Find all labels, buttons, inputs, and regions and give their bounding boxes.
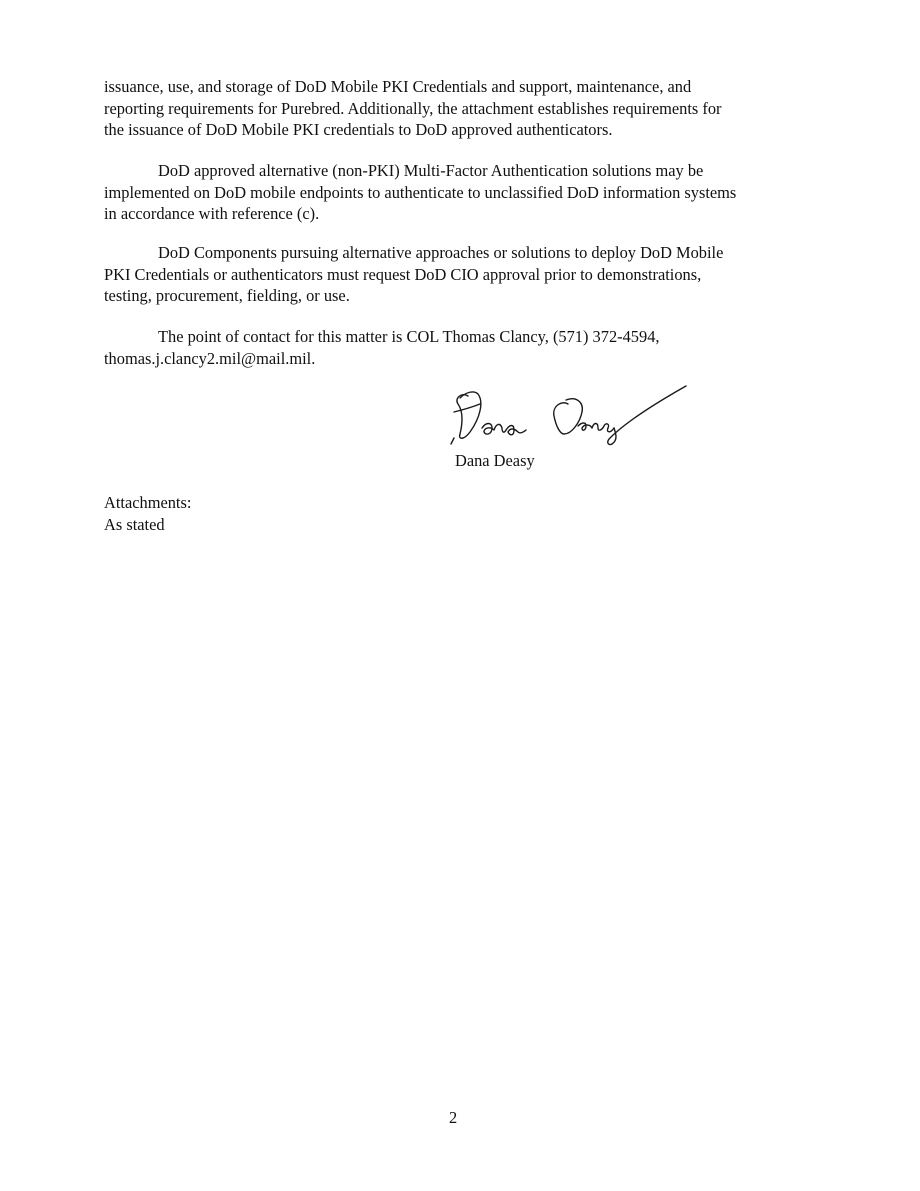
signer-name: Dana Deasy (455, 451, 535, 470)
paragraph-components (104, 242, 804, 307)
text-line: PKI Credentials or authenticators must request DoD CIO approval prior to demonstrations, (104, 264, 702, 284)
paragraph-issuance (104, 76, 804, 141)
text-line: testing, procurement, fielding, or use. (104, 286, 350, 305)
handwritten-signature (440, 382, 700, 454)
text-line: the issuance of DoD Mobile PKI credentials to DoD approved authenticators. (104, 120, 613, 139)
text-line: implemented on DoD mobile endpoints to authenticate to unclassified DoD information systems (104, 182, 737, 202)
attachments-block (104, 492, 191, 536)
attachments-heading: Attachments: (104, 493, 192, 512)
text-line: DoD approved alternative (non-PKI) Multi-Factor Authentication solutions may be (158, 161, 704, 180)
paragraph-point-of-contact (104, 326, 804, 369)
text-line: DoD Components pursuing alternative approaches or solutions to deploy DoD Mobile (158, 243, 724, 262)
attachments-value: As stated (104, 515, 165, 534)
paragraph-mfa (104, 160, 804, 225)
text-line: in accordance with reference (c). (104, 204, 320, 223)
page-number: 2 (449, 1108, 458, 1127)
text-line: The point of contact for this matter is COL Thomas Clancy, (571) 372-4594, (158, 327, 660, 346)
text-line: reporting requirements for Purebred. Additionally, the attachment establishes requirements for (104, 98, 722, 118)
contact-email: thomas.j.clancy2.mil@mail.mil. (104, 348, 316, 368)
text-line: issuance, use, and storage of DoD Mobile PKI Credentials and support, maintenance, and (104, 77, 692, 96)
